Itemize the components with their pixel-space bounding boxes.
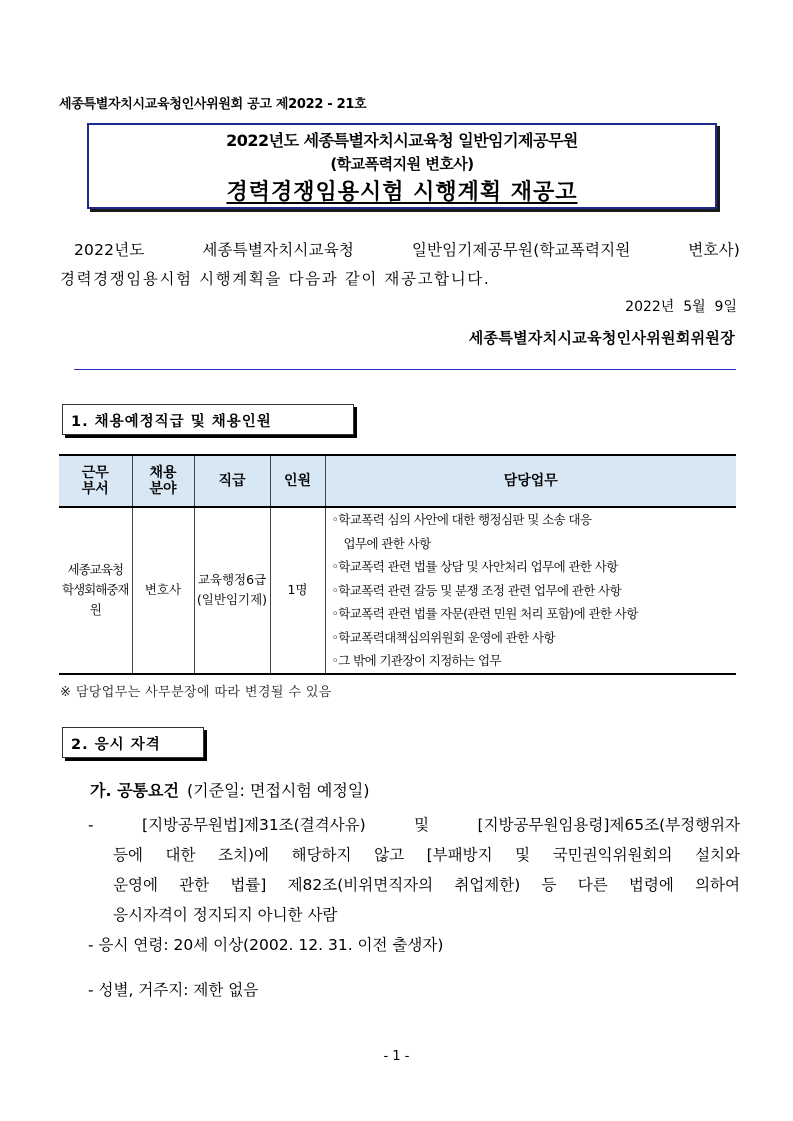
section-2-heading: 2. 응시 자격: [62, 727, 204, 758]
notice-number: 세종특별자치시교육청인사위원회 공고 제2022 - 21호: [59, 97, 367, 112]
cell-dept: 세종교육청 학생회해중재원: [59, 507, 132, 674]
subsection-a-note: (기준일: 면접시험 예정일): [186, 781, 370, 800]
requirement-line: 운영에 관한 법률] 제82조(비위면직자의 취업제한) 등 다른 법령에 의하여: [113, 876, 740, 894]
cell-duties: [325, 507, 736, 674]
table-row: [59, 507, 736, 674]
col-header-duties: 담당업무: [325, 455, 736, 507]
col-header-count: 인원: [270, 455, 325, 507]
duty-item: ◦학교폭력 관련 갈등 및 분쟁 조정 관련 업무에 관한 사항: [331, 582, 622, 598]
requirement-1: [88, 810, 740, 930]
notice-date: 2022년 5월 9일: [625, 299, 737, 315]
col-header-grade: 직급: [194, 455, 270, 507]
signer: 세종특별자치시교육청인사위원회위원장: [468, 329, 735, 347]
cell-count: 1명: [270, 507, 325, 674]
subsection-a: [90, 778, 370, 801]
requirement-2: - 응시 연령: 20세 이상(2002. 12. 31. 이전 출생자): [88, 936, 444, 954]
duty-item: ◦학교폭력 심의 사안에 대한 행정심판 및 소송 대응: [331, 512, 592, 527]
divider-line: [74, 369, 736, 370]
section-1-heading: 1. 채용예정직급 및 채용인원: [62, 404, 354, 435]
duty-item: ◦학교폭력 관련 법률 상담 및 사안처리 업무에 관한 사항: [331, 559, 618, 574]
intro-line-1: 2022년도 세종특별자치시교육청 일반임기제공무원(학교폭력지원 변호사): [74, 241, 740, 259]
title-box: [87, 123, 717, 209]
duty-item: ◦그 밖에 기관장이 지정하는 업무: [331, 653, 501, 668]
col-header-dept: 근무 부서: [59, 455, 132, 507]
requirement-3: - 성별, 거주지: 제한 없음: [88, 981, 259, 999]
intro-paragraph: [60, 236, 740, 294]
col-header-field: 채용 분야: [132, 455, 194, 507]
subsection-a-label: 가. 공통요건: [90, 781, 179, 800]
recruitment-table: [59, 454, 736, 675]
duty-item: ◦학교폭력대책심의위원회 운영에 관한 사항: [331, 629, 555, 645]
title-line-1: 2022년도 세종특별자치시교육청 일반임기제공무원: [226, 131, 578, 150]
cell-field: 변호사: [132, 507, 194, 674]
table-header-row: [59, 455, 736, 507]
duty-item: ◦학교폭력 관련 법률 자문(관련 민원 처리 포함)에 관한 사항: [331, 606, 638, 621]
page-number: - 1 -: [383, 1049, 410, 1064]
requirement-line: 등에 대한 조치)에 해당하지 않고 [부패방지 및 국민권익위원회의 설치와: [113, 846, 740, 864]
title-line-3: 경력경쟁임용시험 시행계획 재공고: [226, 180, 578, 205]
requirement-line: 응시자격이 정지되지 아니한 사람: [113, 906, 338, 924]
requirement-line: - [지방공무원법]제31조(결격사유) 및 [지방공무원임용령]제65조(부정행위자: [88, 816, 740, 834]
intro-line-2: 경력경쟁임용시험 시행계획을 다음과 같이 재공고합니다.: [60, 270, 491, 288]
table-note: ※ 담당업무는 사무분장에 따라 변경될 수 있음: [60, 685, 332, 700]
duty-item: 업무에 관한 사항: [343, 535, 431, 551]
cell-grade: 교육행정6급 (일반임기제): [194, 507, 270, 674]
title-line-2: (학교폭력지원 변호사): [330, 155, 474, 173]
